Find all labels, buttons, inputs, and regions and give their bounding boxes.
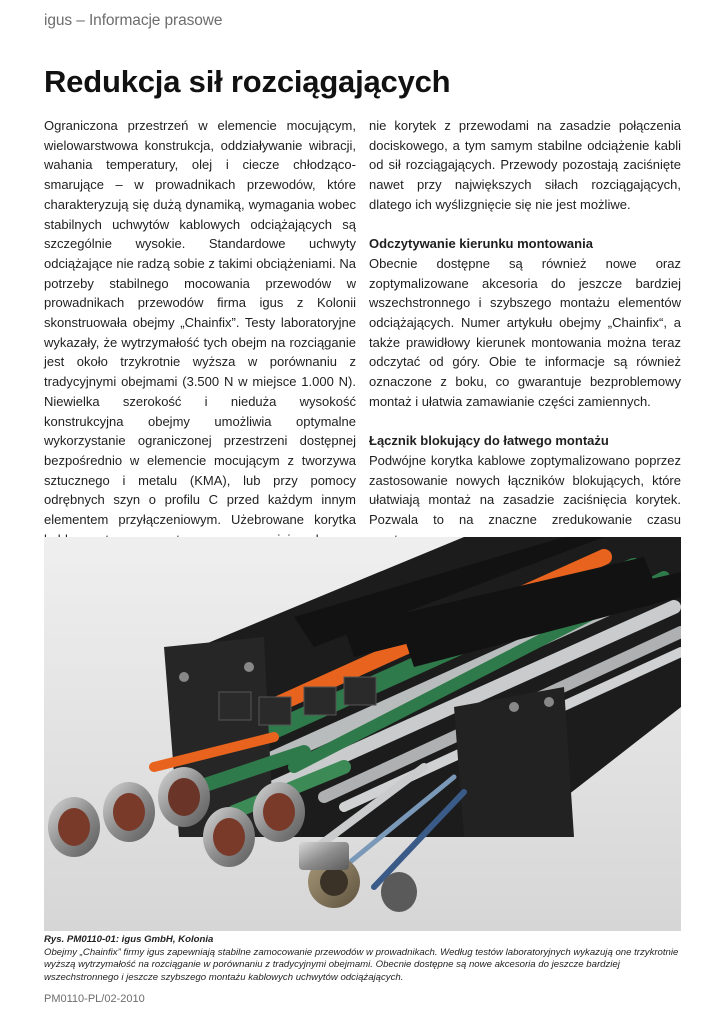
right-column bbox=[369, 116, 681, 549]
header-label: igus – Informacje prasowe bbox=[44, 12, 223, 29]
caption-title: Rys. PM0110-01: igus GmbH, Kolonia bbox=[44, 934, 214, 945]
document-code: PM0110-PL/02-2010 bbox=[44, 993, 145, 1005]
page-title: Redukcja sił rozciągających bbox=[44, 64, 451, 99]
left-column bbox=[44, 116, 356, 549]
body-paragraph: Podwójne korytka kablowe zoptymalizowano poprzez zastosowanie nowych łączników blokujących, które ułatwiają montaż na zasadzie zaciśnięcia korytek. Pozwala to na znaczne zredukowanie czasu bbox=[369, 452, 681, 528]
section-heading: Łącznik blokujący do łatwego montażu bbox=[369, 433, 609, 449]
section-heading: Odczytywanie kierunku montowania bbox=[369, 236, 593, 252]
caption-text: Obejmy „Chainfix” firmy igus zapewniają stabilne zamocowanie przewodów w prowadnikach. Według testów laboratoryjnych wykazują one trzykrotnie wyższą wytrzymałość na rozciąganie w porównaniu z tradycyjnymi obejmami. Obecnie dostępne są nowe akcesoria do jeszcze bardziej wszechstronnego i jeszcze szybszego montażu kablowych uchwytów odciążających. bbox=[44, 946, 679, 983]
product-photo bbox=[44, 537, 681, 931]
body-paragraph: Ograniczona przestrzeń w elemencie mocującym, wielowarstwowa konstrukcja, oddziaływanie wibracji, wahania temperatury, olej i ciecze chłodząco-smarujące – w prowadnikach przewodów, które charakteryzują się dużą dynamiką, wymagania wobec stabilnych uchwytów kablowych odciążających są szczególnie wysokie. Standardowe uchwyty odciążające nie radzą sobie z takimi obciążeniami. Na potrzeby stabilnego mocowania przewodów w prowadnikach przewodów firma igus z Kolonii skonstruowała obejmy „Chainfix”. Testy laboratoryjne wykazały, że wytrzymałość tych obejm na rozciąganie jest około trzykrotnie wyższa w porównaniu z tradycyjnymi obejmami (3.500 N w miejsce 1.000 N). Niewielka szerokość i nieduża wysokość konstrukcyjna obejmy umożliwia optymalne wykorzystanie ograniczonej przestrzeni dostępnej bezpośrednio w elemencie mocującym z tworzywa sztucznego i metalu (KMA), lub przy pomocy odrębnych szyn o profilu C przed każdym innym elementem przyłączeniowym. Użebrowane korytka bbox=[44, 118, 356, 528]
figure-caption bbox=[44, 934, 681, 984]
body-paragraph: Obecnie dostępne są również nowe oraz zoptymalizowane akcesoria do jeszcze bardziej wszechstronnego i szybszego montażu elementów odciążających. Numer artykułu obejmy „Chainfix“, a także prawidłowy kierunek montowania można teraz odczytać od góry. Obie te informacje są również oznaczone z boku, co gwarantuje bezproblemowy montaż i ułatwia zamawianie części zamiennych. bbox=[369, 255, 681, 409]
body-paragraph: nie korytek z przewodami na zasadzie połączenia dociskowego, a tym samym stabilne odciążenie kabli od sił rozciągających. Przewody pozostają zaciśnięte nawet przy największych siłach rozciągających, dlatego ich wyślizgnięcie się nie jest możliwe. bbox=[369, 118, 681, 212]
